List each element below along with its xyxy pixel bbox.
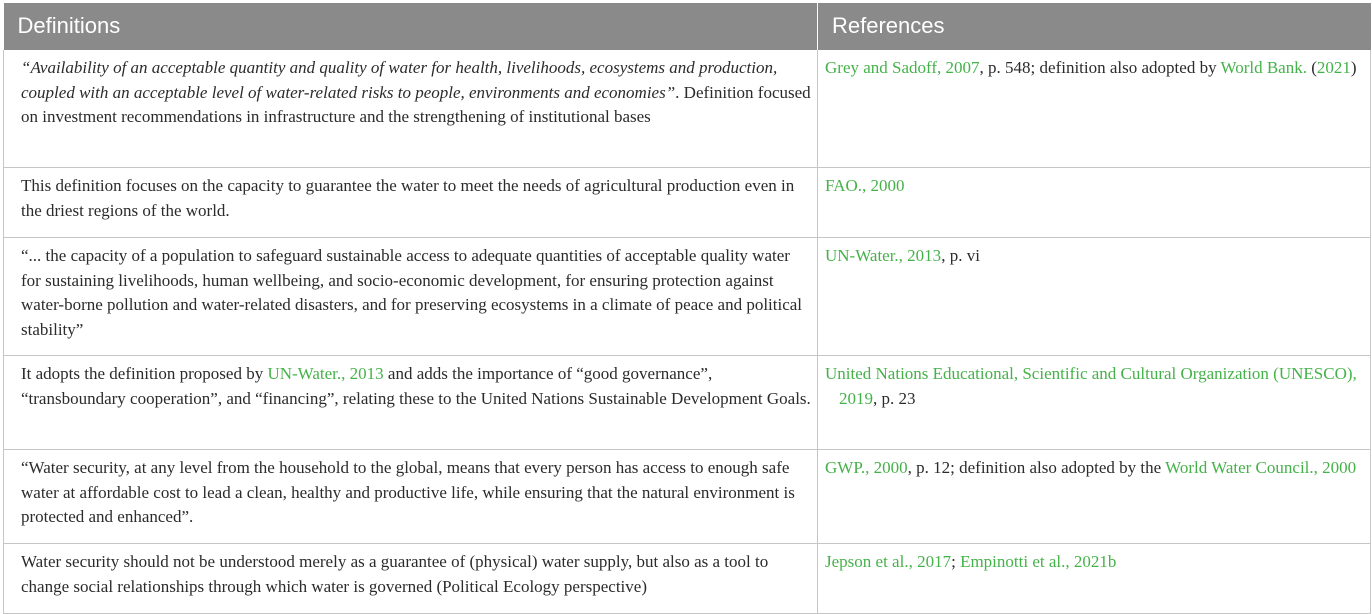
reference-cell (818, 238, 1371, 356)
definition-text: This definition focuses on the capacity to guarantee the water to meet the needs of agricultural production even in the driest regions of the world. (21, 176, 795, 220)
definition-cell (4, 168, 818, 238)
header-definitions: Definitions (4, 3, 818, 50)
definition-link[interactable]: UN-Water., 2013 (267, 364, 384, 383)
reference-link[interactable]: Jepson et al., 2017 (825, 552, 952, 571)
reference-cell (818, 544, 1371, 614)
reference-link[interactable]: World Bank. (1220, 58, 1307, 77)
reference-text: , p. 23 (873, 388, 916, 408)
definition-cell (4, 450, 818, 544)
reference-text: , p. 12; definition also adopted by the (907, 458, 1166, 477)
reference-cell (818, 356, 1371, 450)
reference-link[interactable]: 2021 (1316, 58, 1351, 77)
reference-link[interactable]: Empinotti et al., 2021b (960, 552, 1117, 571)
reference-text: , p. vi (941, 246, 980, 265)
header-references: References (818, 3, 1371, 50)
definition-text: “... the capacity of a population to safeguard sustainable access to adequate quantities of acceptable quality water for sustaining livelihoods, human wellbeing, and socio-economic development, for ensuring protection against water-borne pollution and water-related disasters, and for preserving ecosystems in a climate of peace and political stability” (21, 246, 803, 339)
definition-text: It adopts the definition proposed by (21, 364, 268, 383)
definition-text: and adds the importance of “good governance”, “transboundary cooperation”, and “financing”, relating these to the United Nations Sustainable Development Goals. (21, 364, 811, 408)
table-row (4, 238, 1371, 356)
reference-link[interactable]: GWP., 2000 (825, 458, 908, 477)
definition-text: . Definition focused on investment recommendations in infrastructure and the strengthening of institutional bases (21, 82, 811, 126)
reference-text: ( (1306, 58, 1317, 77)
definition-text: Water security should not be understood merely as a guarantee of (physical) water supply, but also as a tool to change social relationships through which water is governed (Political Ecology perspective) (21, 552, 769, 596)
table-row (4, 50, 1371, 168)
reference-text: , p. 548; definition also adopted by (979, 58, 1221, 77)
definition-cell (4, 356, 818, 450)
definition-text: “Water security, at any level from the household to the global, means that every person has access to enough safe water at affordable cost to lead a clean, healthy and productive life, while ensuring that the natural environment is protected and enhanced”. (21, 458, 795, 526)
reference-text: ) (1350, 58, 1357, 77)
header-row (4, 3, 1371, 50)
definition-cell (4, 544, 818, 614)
reference-link[interactable]: United Nations Educational, Scientific and Cultural Organization (UNESCO), 2019 (825, 364, 1357, 408)
definition-cell (4, 50, 818, 168)
definitions-table (3, 3, 1371, 614)
definition-cell (4, 238, 818, 356)
reference-cell (818, 450, 1371, 544)
reference-cell (818, 50, 1371, 168)
reference-link[interactable]: UN-Water., 2013 (825, 246, 942, 265)
reference-cell (818, 168, 1371, 238)
reference-link[interactable]: World Water Council., 2000 (1165, 458, 1357, 477)
reference-link[interactable]: FAO., 2000 (825, 176, 905, 195)
definition-quote: “Availability of an acceptable quantity and quality of water for health, livelihoods, ecosystems and production, coupled with an acceptable level of water-related risks to people, environments and economies” (21, 58, 778, 102)
table-row (4, 544, 1371, 614)
reference-text: ; (951, 552, 961, 571)
table-row (4, 450, 1371, 544)
table-row (4, 356, 1371, 450)
table-row (4, 168, 1371, 238)
reference-link[interactable]: Grey and Sadoff, 2007 (825, 58, 980, 77)
